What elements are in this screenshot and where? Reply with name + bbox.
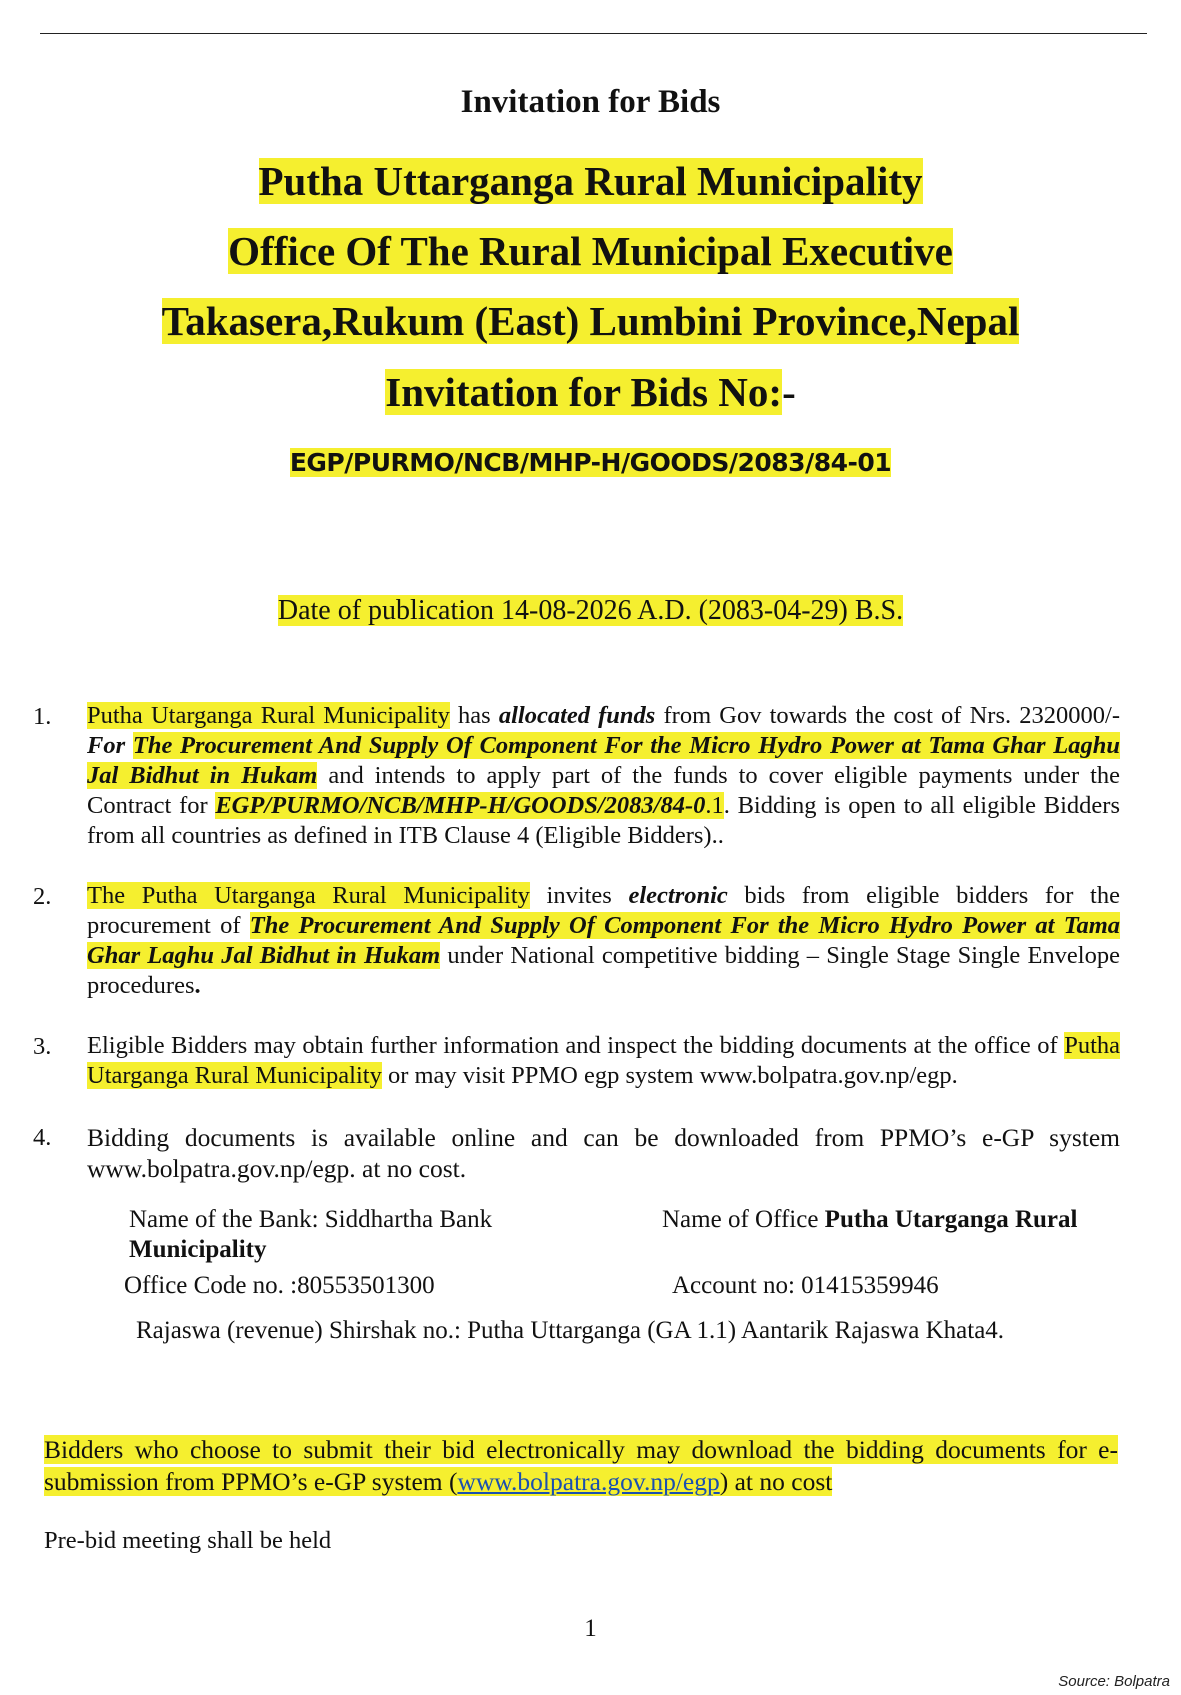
prebid-line: Pre-bid meeting shall be held [44,1527,332,1554]
item-number: 1. [33,703,52,730]
source-credit: Source: Bolpatra [1058,1673,1170,1690]
item-number: 2. [33,883,52,910]
page-number: 1 [584,1615,597,1642]
item-paragraph-2: The Putha Utarganga Rural Municipality invites electronic bids from eligible bidders for the procurement of The Procurement And Supply Of Component For the Micro Hydro Power at Tama Ghar Laghu Jal Bidhut in Hukam under National competitive bidding – Single Stage Single Envelope procedures. [87,882,1121,999]
page-title: Invitation for Bids [460,84,721,120]
item-paragraph-4: Bidding documents is available online and can be downloaded from PPMO’s e-GP system www.bolpatra.gov.np/egp. at no cost. [87,1123,1120,1183]
office-address: Takasera,Rukum (East) Lumbini Province,Nepal [161,298,1020,344]
account-number: Account no: 01415359946 [672,1272,939,1299]
rajaswa-line: Rajaswa (revenue) Shirshak no.: Putha Uttarganga (GA 1.1) Aantarik Rajaswa Khata4. [136,1317,1005,1344]
item-number: 3. [33,1033,52,1060]
ifb-heading: Invitation for Bids No:- [385,369,796,415]
egp-link[interactable]: www.bolpatra.gov.np/egp [457,1467,720,1496]
org-name: Putha Uttarganga Rural Municipality [258,158,923,204]
item-paragraph-1: Putha Utarganga Rural Municipality has allocated funds from Gov towards the cost of Nrs. 2320000/-For The Procurement And Supply Of Component For the Micro Hydro Power at Tama Ghar Laghu Jal Bidhut in Hukam and intends to apply part of the funds to cover eligible payments under the Contract for EGP/PURMO/NCB/MHP-H/GOODS/2083/84-0.1. Bidding is open to all eligible Bidders from all countries as defined in ITB Clause 4 (Eligible Bidders).. [87,702,1121,849]
bank-name: Name of the Bank: Siddhartha Bank [129,1206,493,1233]
office-name-label: Name of Office Putha Utarganga Rural [662,1206,1078,1233]
top-rule [40,33,1147,34]
item-number: 4. [33,1124,52,1151]
esubmission-paragraph: Bidders who choose to submit their bid electronically may download the bidding documents for e-submission from PPMO’s e-GP system (www.bolpatra.gov.np/egp) at no cost [44,1435,1118,1496]
ifb-number: EGP/PURMO/NCB/MHP-H/GOODS/2083/84-01 [289,448,892,477]
office-code: Office Code no. :80553501300 [124,1272,435,1299]
office-name-cont: Municipality [129,1236,267,1263]
office-name: Office Of The Rural Municipal Executive [228,228,953,274]
publication-date: Date of publication 14-08-2026 A.D. (2083-04-29) B.S. [277,595,904,626]
item-paragraph-3: Eligible Bidders may obtain further information and inspect the bidding documents at the office of Putha Utarganga Rural Municipality or may visit PPMO egp system www.bolpatra.gov.np/egp. [87,1032,1120,1089]
